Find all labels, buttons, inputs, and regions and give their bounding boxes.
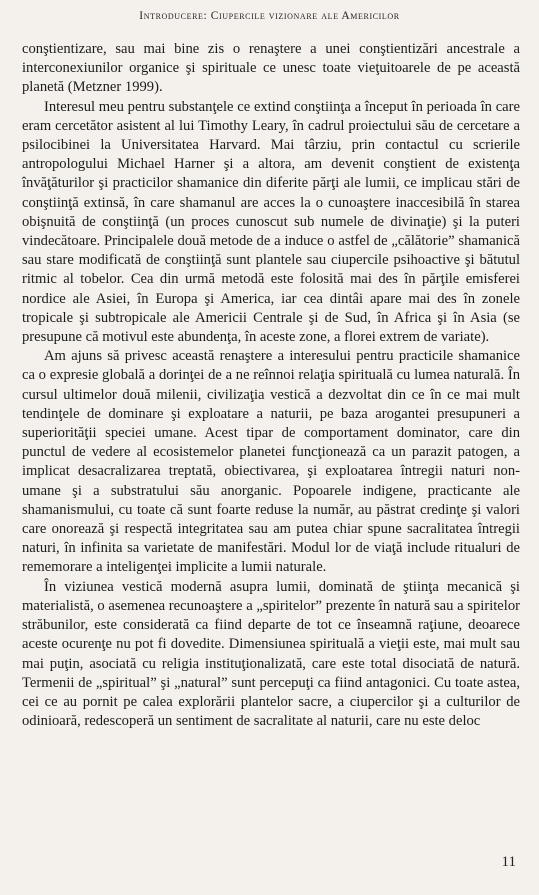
paragraph-4: În viziunea vestică modernă asupra lumii, dominată de ştiinţa mecanică şi materialistă, o asemenea recunoaştere a „spiritelor” prezente în natură sau a spiritelor străbunilor, este considerată ca fiind departe de tot ce înseamnă raţiune, deoarece aceste ocurenţe nu pot fi dovedite. Dimensiunea spirituală a vieţii este, mai mult sau mai puţin, asociată cu religia instituţionalizată, care este total disociată de natură. Termenii de „spiritual” şi „natural” sunt percepuţi ca fiind antagonici. Cu toate astea, cei ce au pornit pe calea explorării plantelor sacre, a ciupercilor şi a culturilor de odinioară, redescoperă un sentiment de sacralitate al naturii, care nu este deloc	[22, 578, 520, 730]
paragraph-3: Am ajuns să privesc această renaştere a interesului pentru practicile shamanice ca o expresie globală a dorinţei de a ne reînnoi relaţia spirituală cu lumea naturală. În cursul ultimelor două milenii, civilizaţia vestică a dezvoltat din ce în ce mai mult tendinţele de dominare şi exploatare a naturii, pe baza arogantei presupuneri a superiorităţii speciei umane. Acest tipar de comportament dominator, care din punctul de vedere al ecosistemelor planetei funcţionează ca un parazit patogen, a implicat desacralizarea treptată, obiectivarea, şi exploatarea întregii naturi non-umane şi a substratului său anorganic. Popoarele indigene, practicante ale shamanismului, cu toate că sunt foarte reduse la număr, au păstrat credinţe şi valori care onorează şi respectă integritatea sau am putea chiar spune sacralitatea întregii naturi, în infinita sa varietate de manifestări. Modul lor de viaţă include ritualuri de rememorare a inteligenţei implicite a lumii naturale.	[22, 348, 520, 576]
page-number: 11	[501, 854, 516, 870]
paragraph-1: conştientizare, sau mai bine zis o renaştere a unei conştientizări ancestrale a interconexiunilor organice şi spirituale ce unesc toate vieţuitoarele de pe această planetă (Metzner 1999).	[22, 41, 520, 96]
running-header: Introducere: Ciupercile vizionare ale Americilor	[139, 10, 400, 22]
body-text	[22, 40, 520, 731]
paragraph-2: Interesul meu pentru substanţele ce extind conştiinţa a început în perioada în care eram cercetător asistent al lui Timothy Leary, în cadrul proiectului său de cercetare a psilocibinei la Universitatea Harvard. Mai târziu, prin contactul cu scrierile antropologului Michael Harner şi a altora, am devenit conştient de existenţa învăţăturilor şi practicilor shamanice din diferite părţi ale lumii, ce implicau stări de conştiinţă extinsă, în care shamanul are acces la o cunoaştere inaccesibilă în starea obişnuită de conştiinţă (un proces cunoscut sub numele de divinaţie) şi la puteri vindecătoare. Principalele două metode de a induce o astfel de „călătorie” shamanică sau stare modificată de conştiinţă sunt plantele sau ciupercile psihoactive şi bătutul ritmic al tobelor. Cea din urmă metodă este folosită mai des în părţile emisferei nordice ale Asiei, în Europa şi America, iar cea dintâi apare mai des în zonele tropicale şi subtropicale ale Americii Centrale şi de Sud, în Africa şi în Asia (se presupune că motivul este abundenţa, în aceste zone, a florei extrem de variate).	[22, 98, 520, 346]
